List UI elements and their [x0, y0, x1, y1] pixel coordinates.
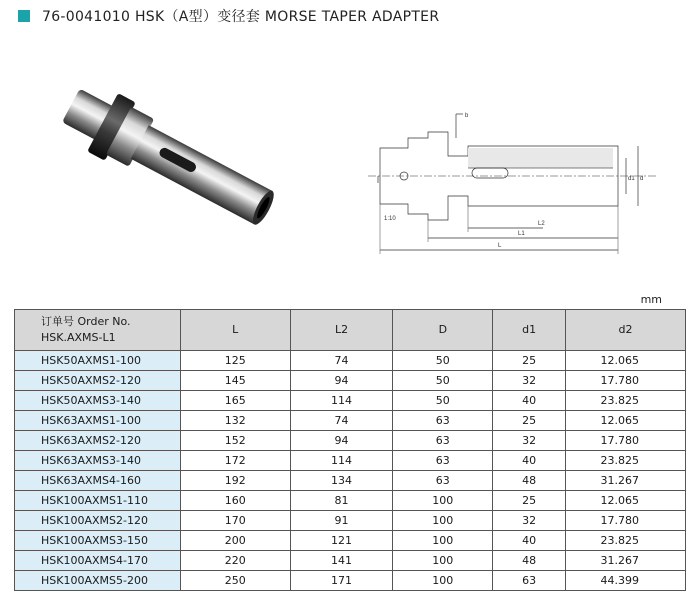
cell-D: 50: [393, 351, 493, 371]
cell-D: 50: [393, 391, 493, 411]
cell-d1: 48: [493, 551, 566, 571]
cell-d2: 31.267: [566, 471, 686, 491]
label-L2: L2: [538, 221, 545, 227]
header-d1: d1: [493, 310, 566, 351]
cell-L: 192: [180, 471, 290, 491]
cell-L: 172: [180, 451, 290, 471]
table-row: [15, 531, 686, 551]
cell-D: 63: [393, 471, 493, 491]
cell-L: 132: [180, 411, 290, 431]
cell-D: 100: [393, 551, 493, 571]
cell-d1: 40: [493, 391, 566, 411]
cell-L2: 141: [290, 551, 393, 571]
table-row: [15, 431, 686, 451]
cell-model: HSK63AXMS3-140: [15, 451, 181, 471]
cell-d2: 23.825: [566, 451, 686, 471]
label-L: L: [498, 243, 502, 249]
cell-L2: 114: [290, 391, 393, 411]
cell-D: 63: [393, 451, 493, 471]
table-row: [15, 511, 686, 531]
cell-d1: 32: [493, 511, 566, 531]
table-header-row: [15, 310, 686, 351]
label-b: b: [465, 113, 469, 119]
cell-L: 170: [180, 511, 290, 531]
cell-model: HSK100AXMS4-170: [15, 551, 181, 571]
cell-d2: 17.780: [566, 431, 686, 451]
cell-model: HSK50AXMS3-140: [15, 391, 181, 411]
table-row: [15, 471, 686, 491]
table-body: [15, 351, 686, 591]
cell-d2: 17.780: [566, 371, 686, 391]
cell-model: HSK63AXMS1-100: [15, 411, 181, 431]
label-d: d: [640, 176, 644, 182]
product-photo: [38, 78, 288, 243]
cell-L2: 134: [290, 471, 393, 491]
table-row: [15, 351, 686, 371]
cell-L: 160: [180, 491, 290, 511]
label-L1: L1: [518, 231, 525, 237]
table-row: [15, 451, 686, 471]
cell-d1: 32: [493, 431, 566, 451]
cell-D: 50: [393, 371, 493, 391]
cell-D: 100: [393, 571, 493, 591]
cell-d1: 25: [493, 411, 566, 431]
cell-d1: 48: [493, 471, 566, 491]
cell-d2: 23.825: [566, 391, 686, 411]
header-order-line2: HSK.AXMS-L1: [41, 331, 116, 344]
technical-drawing: [368, 108, 658, 268]
unit-label: mm: [640, 293, 662, 306]
cell-model: HSK50AXMS2-120: [15, 371, 181, 391]
cell-D: 100: [393, 531, 493, 551]
cell-d1: 63: [493, 571, 566, 591]
header-D: D: [393, 310, 493, 351]
cell-L: 250: [180, 571, 290, 591]
cell-d1: 25: [493, 351, 566, 371]
cell-L: 152: [180, 431, 290, 451]
cell-L2: 121: [290, 531, 393, 551]
header-d2: d2: [566, 310, 686, 351]
cell-L2: 81: [290, 491, 393, 511]
cell-L: 200: [180, 531, 290, 551]
table-row: [15, 371, 686, 391]
table-row: [15, 551, 686, 571]
cell-model: HSK100AXMS1-110: [15, 491, 181, 511]
cell-model: HSK100AXMS3-150: [15, 531, 181, 551]
cell-L2: 74: [290, 411, 393, 431]
cell-D: 63: [393, 411, 493, 431]
cell-D: 100: [393, 491, 493, 511]
header-order-no: [15, 310, 181, 351]
header-order-line1: 订单号 Order No.: [41, 315, 131, 328]
title-bar: [18, 6, 439, 26]
cell-d2: 17.780: [566, 511, 686, 531]
header-L: L: [180, 310, 290, 351]
table-row: [15, 411, 686, 431]
cell-d2: 44.399: [566, 571, 686, 591]
cell-d1: 40: [493, 531, 566, 551]
cell-L: 220: [180, 551, 290, 571]
cell-L2: 114: [290, 451, 393, 471]
cell-d1: 32: [493, 371, 566, 391]
cell-D: 100: [393, 511, 493, 531]
table-row: [15, 391, 686, 411]
cell-d1: 25: [493, 491, 566, 511]
cell-L2: 94: [290, 371, 393, 391]
table-row: [15, 491, 686, 511]
table-row: [15, 571, 686, 591]
cell-L: 145: [180, 371, 290, 391]
cell-d1: 40: [493, 451, 566, 471]
cell-d2: 23.825: [566, 531, 686, 551]
cell-L2: 94: [290, 431, 393, 451]
cell-model: HSK100AXMS2-120: [15, 511, 181, 531]
cell-L2: 91: [290, 511, 393, 531]
cell-d2: 31.267: [566, 551, 686, 571]
title-marker-icon: [18, 10, 30, 22]
cell-model: HSK100AXMS5-200: [15, 571, 181, 591]
cell-model: HSK50AXMS1-100: [15, 351, 181, 371]
cell-model: HSK63AXMS4-160: [15, 471, 181, 491]
label-ratio: 1:10: [384, 216, 396, 222]
cell-model: HSK63AXMS2-120: [15, 431, 181, 451]
header-L2: L2: [290, 310, 393, 351]
label-d1: d1: [628, 176, 635, 182]
cell-L: 125: [180, 351, 290, 371]
cell-L2: 74: [290, 351, 393, 371]
page-title: 76-0041010 HSK（A型）变径套 MORSE TAPER ADAPTER: [42, 9, 440, 25]
spec-table: [14, 309, 686, 591]
cell-L2: 171: [290, 571, 393, 591]
cell-d2: 12.065: [566, 411, 686, 431]
cell-D: 63: [393, 431, 493, 451]
cell-d2: 12.065: [566, 491, 686, 511]
cell-L: 165: [180, 391, 290, 411]
cell-d2: 12.065: [566, 351, 686, 371]
